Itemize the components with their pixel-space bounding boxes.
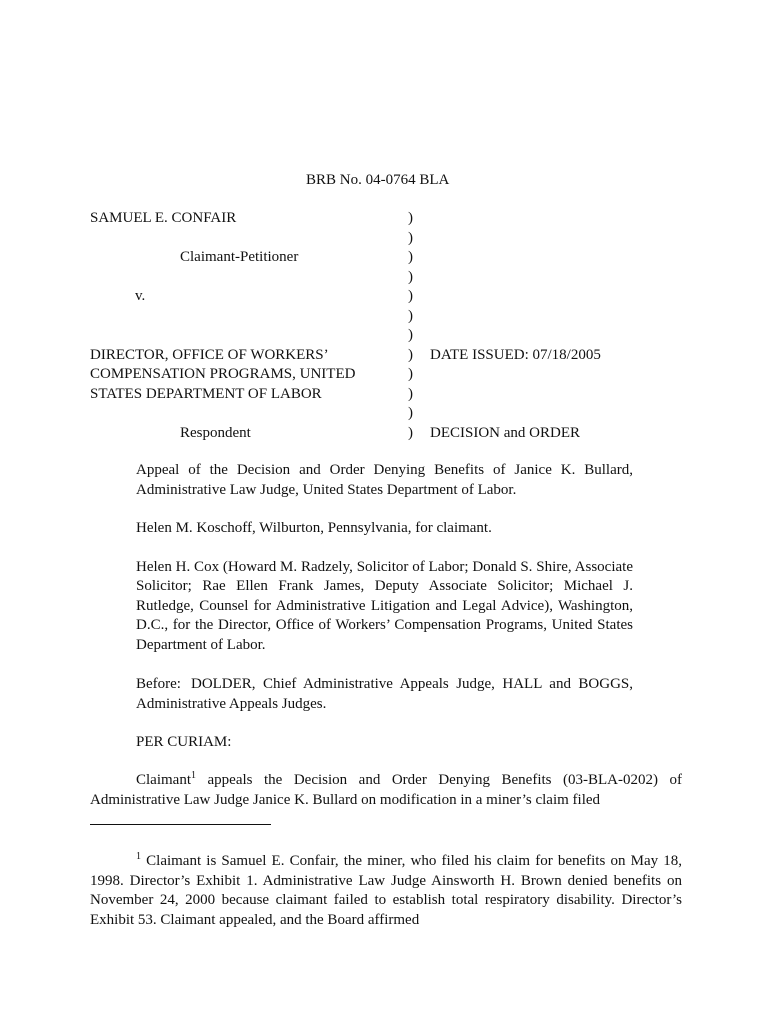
footnote-reference[interactable]: 1	[191, 770, 196, 781]
footnote-separator	[90, 824, 271, 825]
case-caption	[90, 209, 650, 443]
opinion-paragraph	[90, 771, 682, 810]
decision-title: DECISION and ORDER	[430, 424, 580, 441]
claimant-role: Claimant-Petitioner	[180, 249, 299, 265]
appeal-paragraph: Appeal of the Decision and Order Denying Benefits of Janice K. Bullard, Administrative Law Judge, United States Department of Labor.	[136, 462, 633, 498]
footnote	[90, 852, 682, 930]
claimant-name: SAMUEL E. CONFAIR	[90, 210, 237, 226]
respondent-name-line2: COMPENSATION PROGRAMS, UNITED	[90, 366, 356, 382]
caption-paren: )	[408, 288, 413, 304]
counsel-director-paragraph: Helen H. Cox (Howard M. Radzely, Solicitor of Labor; Donald S. Shire, Associate Solicitor; Rae Ellen Frank James, Deputy Associate Solicitor; Michael J. Rutledge, Counsel for Administrative Litigation and Legal Advice), Washington, D.C., for the Director, Office of Workers’ Compensation Programs, United States Department of Labor.	[136, 559, 633, 653]
caption-paren: )	[408, 229, 413, 246]
respondent-name-line3: STATES DEPARTMENT OF LABOR	[90, 385, 322, 402]
before-label: Before:	[136, 676, 181, 692]
caption-paren: )	[408, 385, 413, 402]
date-issued: DATE ISSUED: 07/18/2005	[430, 346, 601, 363]
caption-paren: )	[408, 405, 413, 421]
before-panel: DOLDER, Chief Administrative Appeals Judge, HALL and BOGGS, Administrative Appeals Judges.	[136, 676, 633, 712]
caption-paren: )	[408, 249, 413, 265]
caption-paren: )	[408, 307, 413, 324]
opinion-text: appeals the Decision and Order Denying Benefits (03-BLA-0202) of Administrative Law Judge Janice K. Bullard on modification in a miner’s claim filed	[90, 772, 682, 808]
caption-paren: )	[408, 327, 413, 343]
caption-paren: )	[408, 346, 413, 363]
respondent-name-line1: DIRECTOR, OFFICE OF WORKERS’	[90, 346, 329, 363]
docket-number: BRB No. 04-0764 BLA	[306, 172, 450, 188]
counsel-claimant-paragraph: Helen M. Koschoff, Wilburton, Pennsylvania, for claimant.	[136, 520, 492, 536]
footnote-text: Claimant is Samuel E. Confair, the miner, who filed his claim for benefits on May 18, 1998. Director’s Exhibit 1. Administrative Law Judge Ainsworth H. Brown denied benefits on November 24, 2000 because claimant failed to establish total respiratory disability. Director’s Exhibit 53. Claimant appealed, and the Board affirmed	[90, 853, 682, 928]
respondent-role: Respondent	[180, 424, 251, 441]
caption-paren: )	[408, 424, 413, 441]
footnote-number: 1	[136, 851, 141, 862]
versus: v.	[135, 288, 146, 304]
opinion-first-word: Claimant	[136, 772, 191, 788]
per-curiam-heading: PER CURIAM:	[136, 734, 232, 750]
caption-paren: )	[408, 210, 413, 226]
before-paragraph	[136, 675, 633, 714]
caption-paren: )	[408, 366, 413, 382]
caption-paren: )	[408, 268, 413, 285]
